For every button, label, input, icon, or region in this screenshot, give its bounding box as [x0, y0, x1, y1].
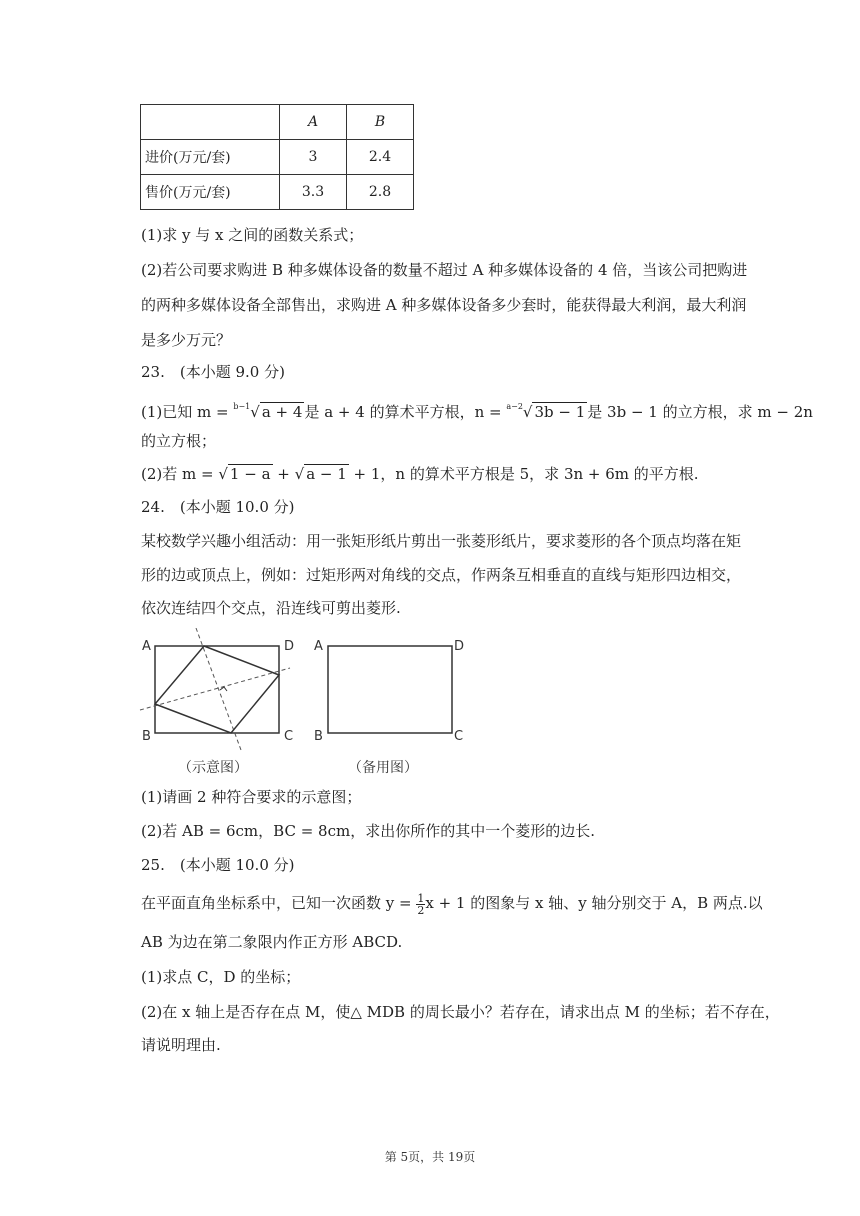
radicand: 3b − 1: [534, 403, 586, 421]
q23-text: (1)已知 m =: [141, 403, 234, 421]
page-footer: 第 5页，共 19页: [384, 1150, 476, 1164]
table-header-row: [141, 105, 414, 140]
root-index: a−2: [506, 402, 523, 411]
radicand: a + 4: [261, 403, 303, 421]
q24-line1: 某校数学兴趣小组活动：用一张矩形纸片剪出一张菱形纸片，要求菱形的各个顶点均落在矩: [141, 532, 742, 550]
q22-part2-line3: 是多少万元？: [141, 331, 232, 349]
table-cell: 售价(万元/套): [141, 175, 280, 210]
label-A: A: [314, 639, 323, 654]
q23-part1-line1: (1)已知 m = $^{b-1}$√ a + 4 是 a + 4 的算术平方根，n = $^{a-2}$√ 3b − 1 是 3b − 1 的立方根，求 m − 2n: [141, 402, 813, 421]
table-cell: 2.4: [347, 140, 414, 175]
price-table: [140, 104, 414, 210]
q25-line1: [141, 892, 763, 916]
caption-schematic: （示意图）: [178, 760, 248, 776]
q22-part1: (1)求 y 与 x 之间的函数关系式；: [141, 226, 364, 244]
q24-line3: 依次连结四个交点，沿连线可剪出菱形.: [141, 599, 401, 617]
q24-line2: 形的边或顶点上，例如：过矩形两对角线的交点，作两条互相垂直的直线与矩形四边相交，: [141, 566, 742, 584]
label-D: D: [284, 639, 295, 654]
fraction-numerator: 1: [417, 891, 425, 905]
q24-heading: 24. (本小题 10.0 分): [141, 498, 295, 516]
table-cell: 2.8: [347, 175, 414, 210]
radicand: a − 1: [306, 465, 347, 483]
table-row: [141, 175, 414, 210]
label-C: C: [284, 729, 294, 744]
label-D: D: [454, 639, 465, 654]
q23-part2: (2)若 m = √ 1 − a + √ a − 1 + 1，n 的算术平方根是 5，求 3n + 6m 的平方根.: [141, 465, 699, 483]
q23-text: 是 a + 4 的算术平方根，n =: [304, 403, 507, 421]
table-cell: A: [280, 105, 347, 140]
label-A: A: [142, 639, 151, 654]
rhombus-figure: [138, 628, 478, 778]
fraction: [416, 893, 425, 916]
label-B: B: [314, 729, 323, 744]
root-index: b−1: [233, 402, 251, 411]
q25-heading: 25. (本小题 10.0 分): [141, 856, 295, 874]
table-cell: 3: [280, 140, 347, 175]
q25-text: 在平面直角坐标系中，已知一次函数 y =: [141, 894, 417, 912]
table-cell: B: [347, 105, 414, 140]
q25-part2-line2: 请说明理由.: [141, 1036, 221, 1054]
q25-text: x + 1 的图象与 x 轴、y 轴分别交于 A，B 两点.以: [425, 894, 763, 912]
q23-text: (2)若 m =: [141, 465, 219, 483]
q23-heading: 23. (本小题 9.0 分): [141, 363, 285, 381]
table-cell: [141, 105, 280, 140]
table-row: [141, 140, 414, 175]
q24-part2: (2)若 AB = 6cm，BC = 8cm，求出你所作的其中一个菱形的边长.: [141, 822, 595, 840]
q23-text: + 1，n 的算术平方根是 5，求 3n + 6m 的平方根.: [348, 465, 699, 483]
q23-text: 是 3b − 1 的立方根，求 m − 2n: [587, 403, 813, 421]
table-cell: 进价(万元/套): [141, 140, 280, 175]
fraction-denominator: 2: [417, 903, 425, 917]
label-B: B: [142, 729, 151, 744]
q24-part1: (1)请画 2 种符合要求的示意图；: [141, 788, 362, 806]
q25-part2-line1: (2)在 x 轴上是否存在点 M，使△ MDB 的周长最小？若存在，请求出点 M 的坐标；若不存在，: [141, 1003, 780, 1021]
table-cell: 3.3: [280, 175, 347, 210]
q23-part1-line2: 的立方根；: [141, 432, 217, 450]
q25-part1: (1)求点 C，D 的坐标；: [141, 968, 301, 986]
caption-spare: （备用图）: [348, 760, 418, 776]
q25-line2: AB 为边在第二象限内作正方形 ABCD.: [141, 933, 403, 951]
label-C: C: [454, 729, 464, 744]
q22-part2-line2: 的两种多媒体设备全部售出，求购进 A 种多媒体设备多少套时，能获得最大利润，最大利润: [141, 296, 747, 314]
q22-part2-line1: (2)若公司要求购进 B 种多媒体设备的数量不超过 A 种多媒体设备的 4 倍，当该公司把购进: [141, 261, 748, 279]
q23-text: +: [272, 465, 295, 483]
radicand: 1 − a: [229, 465, 271, 483]
